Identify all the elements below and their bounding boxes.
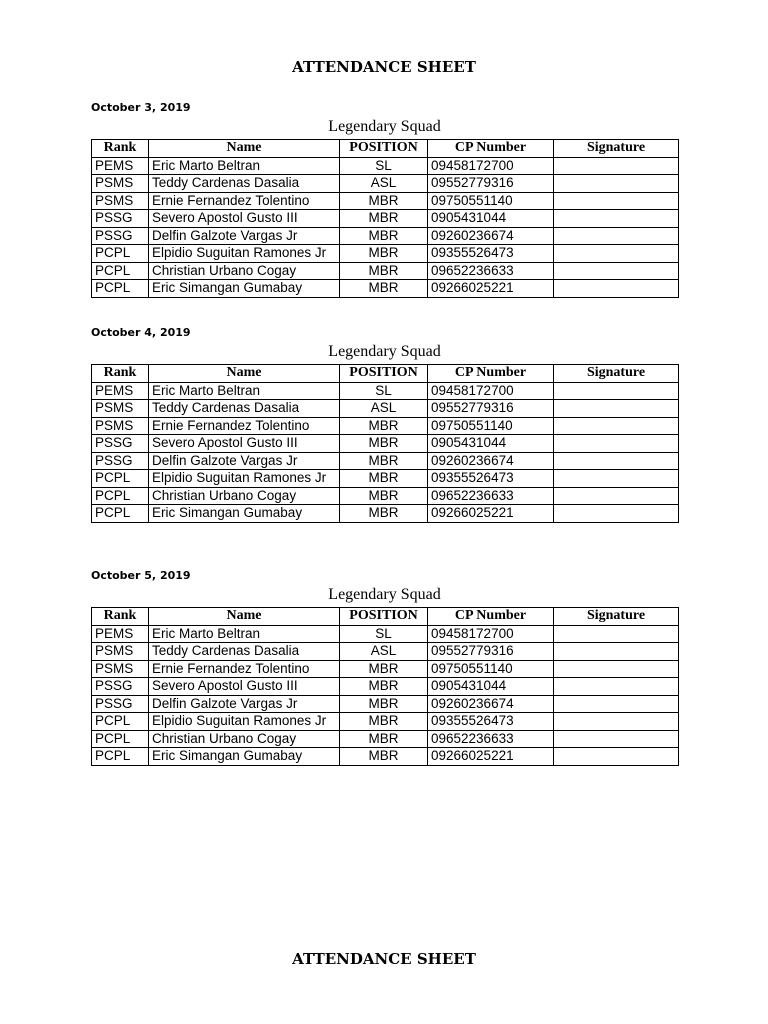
position-cell: MBR xyxy=(340,280,428,298)
cp-number-cell: 09355526473 xyxy=(428,470,554,488)
signature-cell[interactable] xyxy=(554,470,679,488)
position-cell: MBR xyxy=(340,678,428,696)
table-row xyxy=(92,625,679,643)
position-cell: MBR xyxy=(340,245,428,263)
rank-cell: PCPL xyxy=(92,245,149,263)
signature-cell[interactable] xyxy=(554,417,679,435)
rank-cell: PCPL xyxy=(92,470,149,488)
position-cell: SL xyxy=(340,625,428,643)
table-row xyxy=(92,643,679,661)
table-row xyxy=(92,157,679,175)
rank-cell: PSMS xyxy=(92,192,149,210)
table-row xyxy=(92,487,679,505)
signature-cell[interactable] xyxy=(554,280,679,298)
attendance-table xyxy=(91,364,679,523)
column-header-signature: Signature xyxy=(554,140,679,158)
rank-cell: PCPL xyxy=(92,713,149,731)
table-row xyxy=(92,435,679,453)
cp-number-cell: 09458172700 xyxy=(428,625,554,643)
attendance-table xyxy=(91,607,679,766)
rank-cell: PCPL xyxy=(92,730,149,748)
name-cell: Delfin Galzote Vargas Jr xyxy=(149,227,340,245)
column-header-name: Name xyxy=(149,365,340,383)
rank-cell: PSMS xyxy=(92,400,149,418)
rank-cell: PCPL xyxy=(92,748,149,766)
rank-cell: PSMS xyxy=(92,417,149,435)
cp-number-cell: 09266025221 xyxy=(428,505,554,523)
cp-number-cell: 09552779316 xyxy=(428,400,554,418)
name-cell: Eric Marto Beltran xyxy=(149,382,340,400)
table-row xyxy=(92,245,679,263)
cp-number-cell: 09458172700 xyxy=(428,157,554,175)
cp-number-cell: 09652236633 xyxy=(428,262,554,280)
cp-number-cell: 09355526473 xyxy=(428,245,554,263)
name-cell: Delfin Galzote Vargas Jr xyxy=(149,695,340,713)
table-row xyxy=(92,713,679,731)
position-cell: MBR xyxy=(340,505,428,523)
table-row xyxy=(92,262,679,280)
cp-number-cell: 09260236674 xyxy=(428,227,554,245)
column-header-cp-number: CP Number xyxy=(428,608,554,626)
cp-number-cell: 09750551140 xyxy=(428,192,554,210)
cp-number-cell: 09750551140 xyxy=(428,417,554,435)
table-row xyxy=(92,210,679,228)
signature-cell[interactable] xyxy=(554,660,679,678)
rank-cell: PSMS xyxy=(92,175,149,193)
table-header-row xyxy=(92,140,679,158)
name-cell: Severo Apostol Gusto III xyxy=(149,435,340,453)
table-row xyxy=(92,470,679,488)
name-cell: Eric Simangan Gumabay xyxy=(149,280,340,298)
rank-cell: PSSG xyxy=(92,678,149,696)
column-header-position: POSITION xyxy=(340,140,428,158)
name-cell: Elpidio Suguitan Ramones Jr xyxy=(149,245,340,263)
name-cell: Eric Marto Beltran xyxy=(149,625,340,643)
signature-cell[interactable] xyxy=(554,643,679,661)
rank-cell: PSSG xyxy=(92,695,149,713)
position-cell: MBR xyxy=(340,487,428,505)
table-row xyxy=(92,660,679,678)
cp-number-cell: 09652236633 xyxy=(428,487,554,505)
rank-cell: PCPL xyxy=(92,262,149,280)
rank-cell: PEMS xyxy=(92,382,149,400)
table-row xyxy=(92,417,679,435)
cp-number-cell: 09458172700 xyxy=(428,382,554,400)
rank-cell: PCPL xyxy=(92,505,149,523)
squad-title: Legendary Squad xyxy=(328,586,441,603)
rank-cell: PEMS xyxy=(92,625,149,643)
table-row xyxy=(92,678,679,696)
signature-cell[interactable] xyxy=(554,227,679,245)
name-cell: Eric Simangan Gumabay xyxy=(149,505,340,523)
rank-cell: PSSG xyxy=(92,210,149,228)
column-header-name: Name xyxy=(149,140,340,158)
signature-cell[interactable] xyxy=(554,713,679,731)
cp-number-cell: 09260236674 xyxy=(428,452,554,470)
column-header-cp-number: CP Number xyxy=(428,365,554,383)
name-cell: Elpidio Suguitan Ramones Jr xyxy=(149,713,340,731)
rank-cell: PSSG xyxy=(92,227,149,245)
footer-title: ATTENDANCE SHEET xyxy=(292,950,476,968)
cp-number-cell: 09260236674 xyxy=(428,695,554,713)
rank-cell: PSMS xyxy=(92,643,149,661)
position-cell: MBR xyxy=(340,695,428,713)
section-date: October 3, 2019 xyxy=(91,101,191,114)
cp-number-cell: 09652236633 xyxy=(428,730,554,748)
cp-number-cell: 09266025221 xyxy=(428,280,554,298)
column-header-position: POSITION xyxy=(340,365,428,383)
position-cell: ASL xyxy=(340,400,428,418)
position-cell: ASL xyxy=(340,175,428,193)
column-header-rank: Rank xyxy=(92,140,149,158)
signature-cell[interactable] xyxy=(554,625,679,643)
table-row xyxy=(92,505,679,523)
position-cell: ASL xyxy=(340,643,428,661)
name-cell: Eric Marto Beltran xyxy=(149,157,340,175)
table-row xyxy=(92,748,679,766)
signature-cell[interactable] xyxy=(554,435,679,453)
column-header-signature: Signature xyxy=(554,608,679,626)
cp-number-cell: 09552779316 xyxy=(428,175,554,193)
name-cell: Severo Apostol Gusto III xyxy=(149,210,340,228)
name-cell: Christian Urbano Cogay xyxy=(149,487,340,505)
table-row xyxy=(92,695,679,713)
position-cell: MBR xyxy=(340,748,428,766)
rank-cell: PSSG xyxy=(92,452,149,470)
name-cell: Teddy Cardenas Dasalia xyxy=(149,643,340,661)
signature-cell[interactable] xyxy=(554,505,679,523)
name-cell: Eric Simangan Gumabay xyxy=(149,748,340,766)
rank-cell: PSSG xyxy=(92,435,149,453)
section-date: October 5, 2019 xyxy=(91,569,191,582)
cp-number-cell: 09750551140 xyxy=(428,660,554,678)
position-cell: MBR xyxy=(340,192,428,210)
name-cell: Ernie Fernandez Tolentino xyxy=(149,660,340,678)
page-title: ATTENDANCE SHEET xyxy=(292,58,476,76)
signature-cell[interactable] xyxy=(554,748,679,766)
name-cell: Christian Urbano Cogay xyxy=(149,730,340,748)
cp-number-cell: 0905431044 xyxy=(428,678,554,696)
squad-title: Legendary Squad xyxy=(328,343,441,360)
signature-cell[interactable] xyxy=(554,157,679,175)
position-cell: SL xyxy=(340,157,428,175)
signature-cell[interactable] xyxy=(554,262,679,280)
column-header-name: Name xyxy=(149,608,340,626)
position-cell: MBR xyxy=(340,227,428,245)
table-row xyxy=(92,192,679,210)
signature-cell[interactable] xyxy=(554,175,679,193)
cp-number-cell: 09355526473 xyxy=(428,713,554,731)
name-cell: Teddy Cardenas Dasalia xyxy=(149,400,340,418)
attendance-table xyxy=(91,139,679,298)
position-cell: MBR xyxy=(340,262,428,280)
column-header-position: POSITION xyxy=(340,608,428,626)
signature-cell[interactable] xyxy=(554,678,679,696)
position-cell: MBR xyxy=(340,660,428,678)
signature-cell[interactable] xyxy=(554,245,679,263)
signature-cell[interactable] xyxy=(554,452,679,470)
rank-cell: PEMS xyxy=(92,157,149,175)
table-header-row xyxy=(92,365,679,383)
table-row xyxy=(92,280,679,298)
table-row xyxy=(92,452,679,470)
name-cell: Severo Apostol Gusto III xyxy=(149,678,340,696)
signature-cell[interactable] xyxy=(554,487,679,505)
position-cell: MBR xyxy=(340,713,428,731)
table-row xyxy=(92,382,679,400)
name-cell: Delfin Galzote Vargas Jr xyxy=(149,452,340,470)
position-cell: MBR xyxy=(340,435,428,453)
rank-cell: PCPL xyxy=(92,487,149,505)
position-cell: MBR xyxy=(340,470,428,488)
column-header-rank: Rank xyxy=(92,365,149,383)
position-cell: MBR xyxy=(340,730,428,748)
name-cell: Ernie Fernandez Tolentino xyxy=(149,417,340,435)
name-cell: Teddy Cardenas Dasalia xyxy=(149,175,340,193)
column-header-rank: Rank xyxy=(92,608,149,626)
signature-cell[interactable] xyxy=(554,695,679,713)
column-header-signature: Signature xyxy=(554,365,679,383)
table-row xyxy=(92,227,679,245)
name-cell: Christian Urbano Cogay xyxy=(149,262,340,280)
rank-cell: PCPL xyxy=(92,280,149,298)
table-row xyxy=(92,175,679,193)
cp-number-cell: 0905431044 xyxy=(428,210,554,228)
column-header-cp-number: CP Number xyxy=(428,140,554,158)
position-cell: SL xyxy=(340,382,428,400)
table-row xyxy=(92,400,679,418)
position-cell: MBR xyxy=(340,452,428,470)
name-cell: Ernie Fernandez Tolentino xyxy=(149,192,340,210)
signature-cell[interactable] xyxy=(554,400,679,418)
signature-cell[interactable] xyxy=(554,192,679,210)
rank-cell: PSMS xyxy=(92,660,149,678)
position-cell: MBR xyxy=(340,210,428,228)
section-date: October 4, 2019 xyxy=(91,326,191,339)
signature-cell[interactable] xyxy=(554,210,679,228)
signature-cell[interactable] xyxy=(554,382,679,400)
table-header-row xyxy=(92,608,679,626)
table-row xyxy=(92,730,679,748)
cp-number-cell: 09266025221 xyxy=(428,748,554,766)
position-cell: MBR xyxy=(340,417,428,435)
cp-number-cell: 09552779316 xyxy=(428,643,554,661)
name-cell: Elpidio Suguitan Ramones Jr xyxy=(149,470,340,488)
squad-title: Legendary Squad xyxy=(328,118,441,135)
cp-number-cell: 0905431044 xyxy=(428,435,554,453)
signature-cell[interactable] xyxy=(554,730,679,748)
